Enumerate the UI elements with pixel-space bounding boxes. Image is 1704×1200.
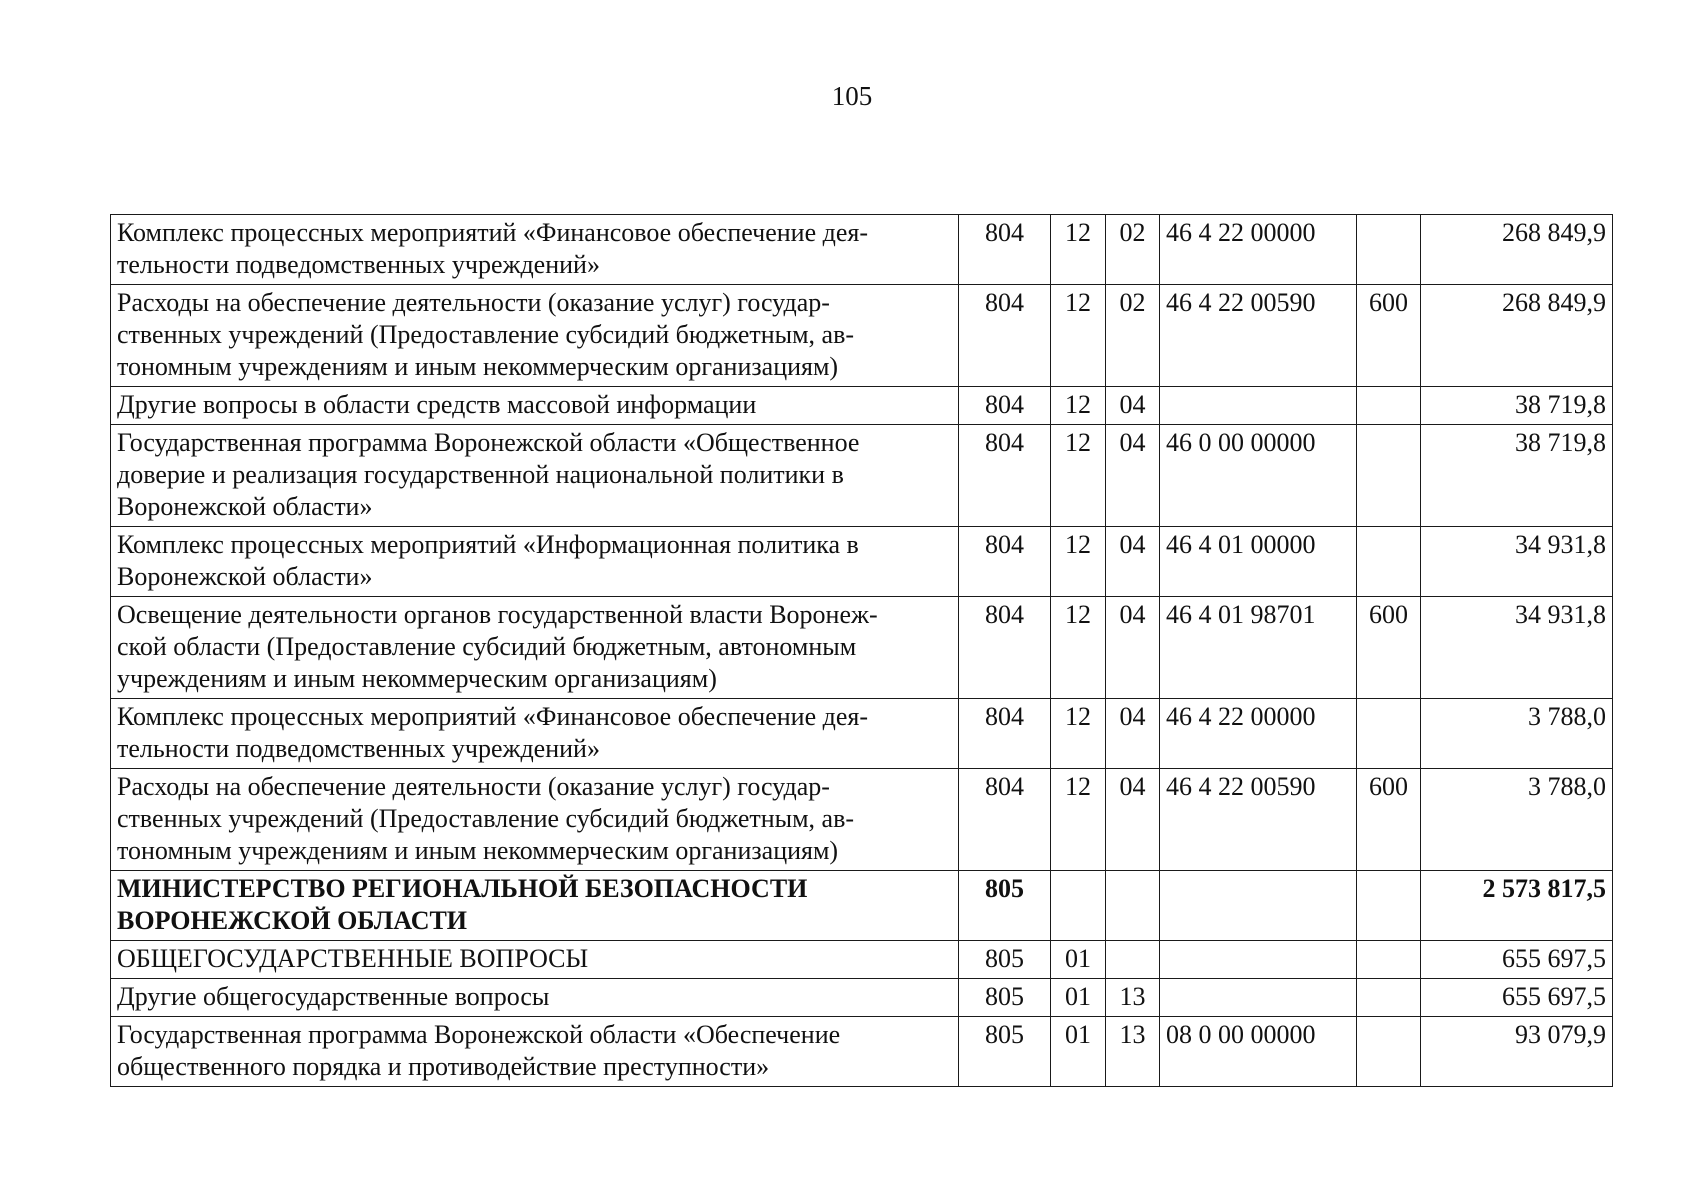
section-cell: 12 bbox=[1051, 387, 1106, 425]
item-name-line: Комплекс процессных мероприятий «Информационная политика в bbox=[117, 530, 859, 559]
budget-table bbox=[110, 214, 1613, 1087]
item-name-cell bbox=[111, 1017, 959, 1087]
grbs-cell: 804 bbox=[959, 699, 1051, 769]
expense-type-cell bbox=[1357, 527, 1421, 597]
item-name-line: Расходы на обеспечение деятельности (оказание услуг) государ- bbox=[117, 772, 830, 801]
grbs-cell: 804 bbox=[959, 215, 1051, 285]
amount-cell: 34 931,8 bbox=[1421, 597, 1613, 699]
section-cell bbox=[1051, 871, 1106, 941]
grbs-cell: 805 bbox=[959, 979, 1051, 1017]
item-name-line: Комплекс процессных мероприятий «Финансовое обеспечение дея- bbox=[117, 702, 869, 731]
item-name-cell bbox=[111, 699, 959, 769]
expense-type-cell bbox=[1357, 699, 1421, 769]
table-row bbox=[111, 699, 1613, 769]
item-name-cell bbox=[111, 285, 959, 387]
target-article-cell: 08 0 00 00000 bbox=[1160, 1017, 1357, 1087]
table-row bbox=[111, 285, 1613, 387]
amount-cell: 268 849,9 bbox=[1421, 285, 1613, 387]
item-name-line: ственных учреждений (Предоставление субсидий бюджетным, ав- bbox=[117, 320, 855, 349]
item-name-line: Освещение деятельности органов государственной власти Воронеж- bbox=[117, 600, 878, 629]
target-article-cell: 46 4 01 00000 bbox=[1160, 527, 1357, 597]
amount-cell: 38 719,8 bbox=[1421, 387, 1613, 425]
table-row bbox=[111, 215, 1613, 285]
table-row bbox=[111, 769, 1613, 871]
table-row bbox=[111, 425, 1613, 527]
item-name-cell bbox=[111, 941, 959, 979]
item-name-line: Расходы на обеспечение деятельности (оказание услуг) государ- bbox=[117, 288, 830, 317]
amount-cell: 3 788,0 bbox=[1421, 769, 1613, 871]
section-cell: 12 bbox=[1051, 425, 1106, 527]
amount-cell: 268 849,9 bbox=[1421, 215, 1613, 285]
expense-type-cell: 600 bbox=[1357, 285, 1421, 387]
item-name-line: Государственная программа Воронежской области «Обеспечение bbox=[117, 1020, 841, 1049]
item-name-line: тельности подведомственных учреждений» bbox=[117, 734, 600, 763]
grbs-cell: 804 bbox=[959, 285, 1051, 387]
item-name-line: МИНИСТЕРСТВО РЕГИОНАЛЬНОЙ БЕЗОПАСНОСТИ bbox=[117, 874, 808, 903]
subsection-cell: 04 bbox=[1106, 769, 1160, 871]
amount-cell: 2 573 817,5 bbox=[1421, 871, 1613, 941]
target-article-cell: 46 4 22 00590 bbox=[1160, 769, 1357, 871]
target-article-cell bbox=[1160, 979, 1357, 1017]
section-cell: 12 bbox=[1051, 597, 1106, 699]
subsection-cell: 02 bbox=[1106, 285, 1160, 387]
table-row bbox=[111, 979, 1613, 1017]
item-name-line: Воронежской области» bbox=[117, 562, 373, 591]
item-name-line: ской области (Предоставление субсидий бюджетным, автономным bbox=[117, 632, 857, 661]
target-article-cell bbox=[1160, 871, 1357, 941]
target-article-cell bbox=[1160, 387, 1357, 425]
expense-type-cell: 600 bbox=[1357, 769, 1421, 871]
item-name-line: тельности подведомственных учреждений» bbox=[117, 250, 600, 279]
grbs-cell: 804 bbox=[959, 387, 1051, 425]
target-article-cell: 46 4 22 00000 bbox=[1160, 215, 1357, 285]
table-row bbox=[111, 871, 1613, 941]
grbs-cell: 805 bbox=[959, 941, 1051, 979]
target-article-cell bbox=[1160, 941, 1357, 979]
subsection-cell: 13 bbox=[1106, 979, 1160, 1017]
item-name-line: Воронежской области» bbox=[117, 492, 373, 521]
item-name-cell bbox=[111, 979, 959, 1017]
item-name-line: тономным учреждениям и иным некоммерческим организациям) bbox=[117, 836, 839, 865]
grbs-cell: 805 bbox=[959, 1017, 1051, 1087]
target-article-cell: 46 4 01 98701 bbox=[1160, 597, 1357, 699]
subsection-cell: 04 bbox=[1106, 387, 1160, 425]
page-number: 105 bbox=[831, 81, 873, 111]
amount-cell: 34 931,8 bbox=[1421, 527, 1613, 597]
amount-cell: 655 697,5 bbox=[1421, 979, 1613, 1017]
table-row bbox=[111, 527, 1613, 597]
expense-type-cell bbox=[1357, 425, 1421, 527]
subsection-cell bbox=[1106, 941, 1160, 979]
table-row bbox=[111, 387, 1613, 425]
item-name-cell bbox=[111, 215, 959, 285]
subsection-cell bbox=[1106, 871, 1160, 941]
item-name-line: Другие вопросы в области средств массовой информации bbox=[117, 390, 757, 419]
item-name-line: Комплекс процессных мероприятий «Финансовое обеспечение дея- bbox=[117, 218, 869, 247]
amount-cell: 3 788,0 bbox=[1421, 699, 1613, 769]
section-cell: 12 bbox=[1051, 527, 1106, 597]
grbs-cell: 804 bbox=[959, 527, 1051, 597]
item-name-line: Другие общегосударственные вопросы bbox=[117, 982, 550, 1011]
grbs-cell: 805 bbox=[959, 871, 1051, 941]
table-row bbox=[111, 1017, 1613, 1087]
item-name-line: ОБЩЕГОСУДАРСТВЕННЫЕ ВОПРОСЫ bbox=[117, 944, 589, 973]
item-name-line: общественного порядка и противодействие преступности» bbox=[117, 1052, 770, 1081]
table-row bbox=[111, 941, 1613, 979]
grbs-cell: 804 bbox=[959, 425, 1051, 527]
expense-type-cell bbox=[1357, 941, 1421, 979]
section-cell: 12 bbox=[1051, 285, 1106, 387]
item-name-cell bbox=[111, 769, 959, 871]
subsection-cell: 04 bbox=[1106, 699, 1160, 769]
item-name-cell bbox=[111, 387, 959, 425]
target-article-cell: 46 0 00 00000 bbox=[1160, 425, 1357, 527]
expense-type-cell bbox=[1357, 215, 1421, 285]
item-name-line: ственных учреждений (Предоставление субсидий бюджетным, ав- bbox=[117, 804, 855, 833]
item-name-cell bbox=[111, 425, 959, 527]
subsection-cell: 04 bbox=[1106, 597, 1160, 699]
table-row bbox=[111, 597, 1613, 699]
amount-cell: 655 697,5 bbox=[1421, 941, 1613, 979]
expense-type-cell: 600 bbox=[1357, 597, 1421, 699]
item-name-cell bbox=[111, 527, 959, 597]
section-cell: 12 bbox=[1051, 699, 1106, 769]
subsection-cell: 04 bbox=[1106, 527, 1160, 597]
subsection-cell: 04 bbox=[1106, 425, 1160, 527]
section-cell: 12 bbox=[1051, 769, 1106, 871]
expense-type-cell bbox=[1357, 1017, 1421, 1087]
item-name-line: тономным учреждениям и иным некоммерческим организациям) bbox=[117, 352, 839, 381]
target-article-cell: 46 4 22 00000 bbox=[1160, 699, 1357, 769]
expense-type-cell bbox=[1357, 387, 1421, 425]
section-cell: 01 bbox=[1051, 979, 1106, 1017]
section-cell: 12 bbox=[1051, 215, 1106, 285]
item-name-line: доверие и реализация государственной национальной политики в bbox=[117, 460, 844, 489]
item-name-cell bbox=[111, 871, 959, 941]
item-name-line: ВОРОНЕЖСКОЙ ОБЛАСТИ bbox=[117, 906, 468, 935]
item-name-line: Государственная программа Воронежской области «Общественное bbox=[117, 428, 860, 457]
target-article-cell: 46 4 22 00590 bbox=[1160, 285, 1357, 387]
grbs-cell: 804 bbox=[959, 769, 1051, 871]
section-cell: 01 bbox=[1051, 1017, 1106, 1087]
section-cell: 01 bbox=[1051, 941, 1106, 979]
subsection-cell: 02 bbox=[1106, 215, 1160, 285]
amount-cell: 38 719,8 bbox=[1421, 425, 1613, 527]
grbs-cell: 804 bbox=[959, 597, 1051, 699]
item-name-cell bbox=[111, 597, 959, 699]
subsection-cell: 13 bbox=[1106, 1017, 1160, 1087]
item-name-line: учреждениям и иным некоммерческим организациям) bbox=[117, 664, 717, 693]
table-body bbox=[111, 215, 1613, 1087]
expense-type-cell bbox=[1357, 871, 1421, 941]
expense-type-cell bbox=[1357, 979, 1421, 1017]
amount-cell: 93 079,9 bbox=[1421, 1017, 1613, 1087]
